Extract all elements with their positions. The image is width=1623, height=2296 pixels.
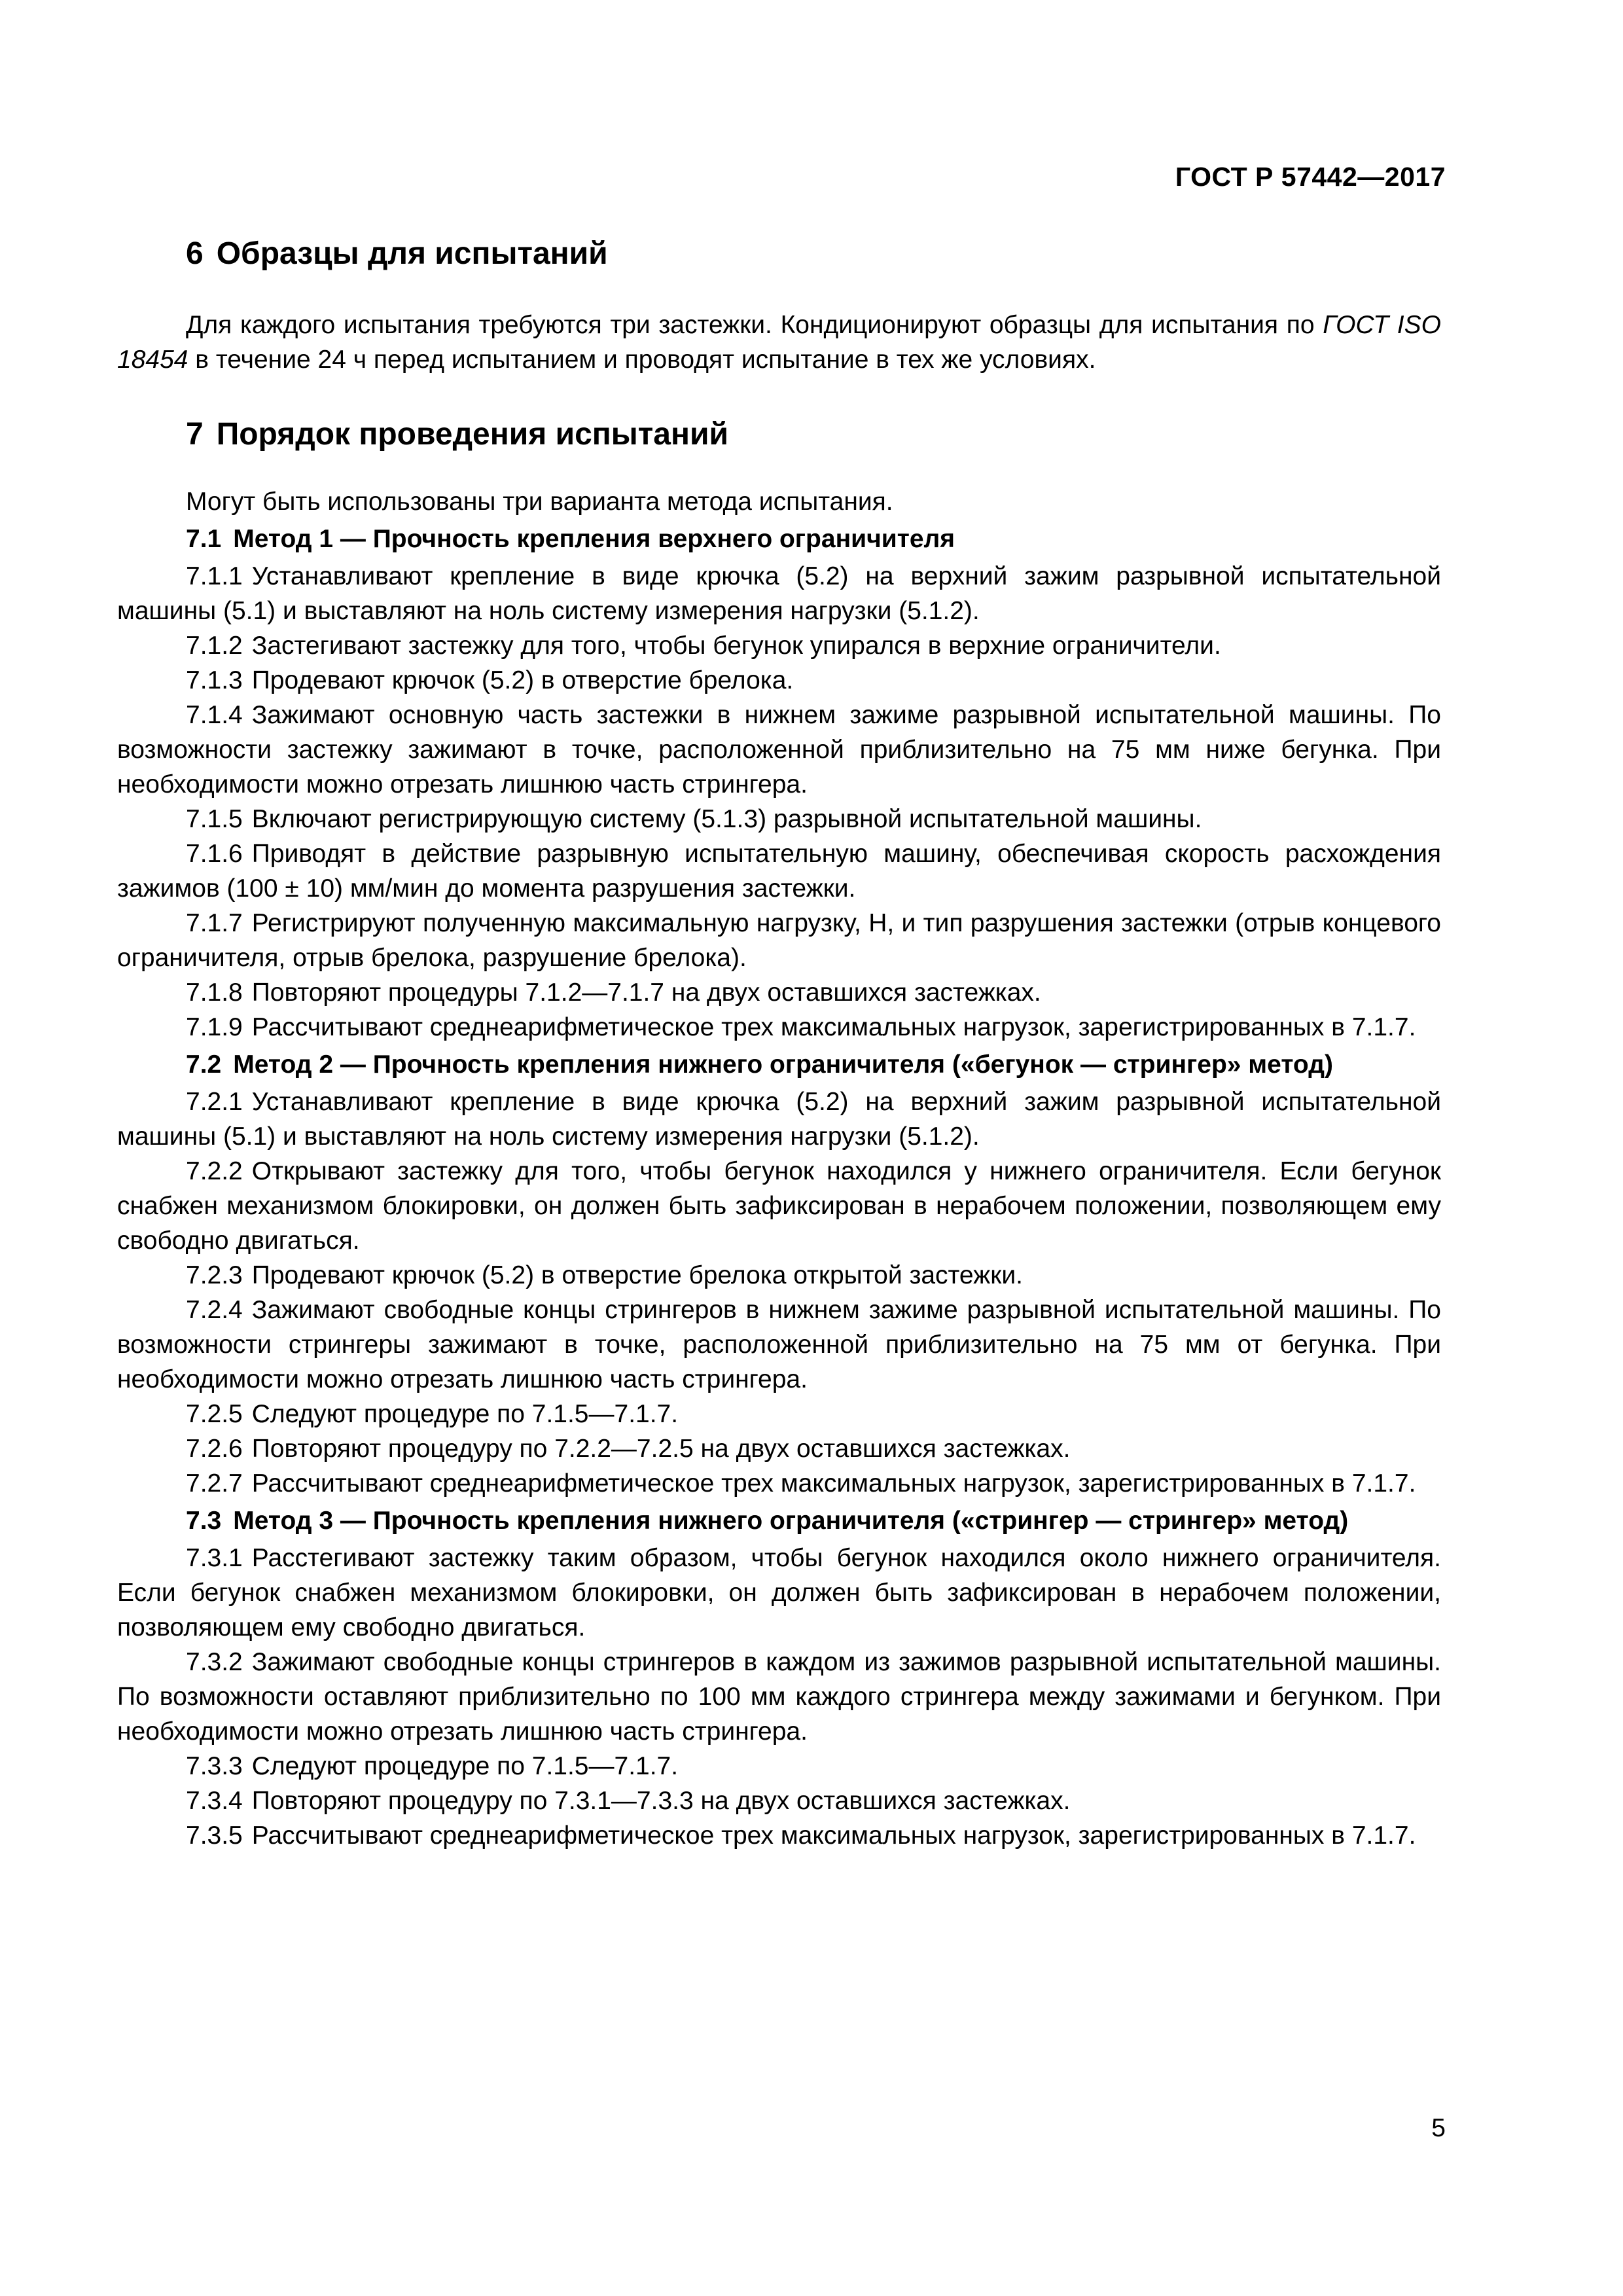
step-text: Рассчитывают среднеарифметическое трех максимальных нагрузок, зарегистрированных в 7.1.7.: [251, 1469, 1416, 1498]
step-number: 7.2.7: [186, 1469, 243, 1498]
step-text: Приводят в действие разрывную испытательную машину, обеспечивая скорость расхождения зажимов (100 ± 10) мм/мин до момента разрушения застежки.: [117, 840, 1441, 903]
step-paragraph: [117, 663, 1441, 698]
step-paragraph: [117, 1258, 1441, 1293]
section-title: Порядок проведения испытаний: [216, 417, 728, 452]
step-text: Повторяют процедуру по 7.2.2—7.2.5 на двух оставшихся застежках.: [251, 1435, 1071, 1463]
step-text: Зажимают основную часть застежки в нижнем зажиме разрывной испытательной машины. По возможности застежку зажимают в точке, расположенной приблизительно на 75 мм ниже бегунка. При необходимости можно отрезать лишнюю часть стрингера.: [117, 701, 1441, 798]
step-text: Следуют процедуре по 7.1.5—7.1.7.: [251, 1400, 679, 1428]
step-paragraph: [117, 1749, 1441, 1784]
step-paragraph: [117, 1466, 1441, 1501]
step-number: 7.1.1: [186, 562, 243, 590]
step-number: 7.2.1: [186, 1088, 243, 1116]
section-7-heading: [117, 415, 1441, 454]
step-text: Открывают застежку для того, чтобы бегунок находился у нижнего ограничителя. Если бегунок снабжен механизмом блокировки, он должен быть зафиксирован в нерабочем положении, позволяющем ему свободно двигаться.: [117, 1157, 1441, 1255]
step-paragraph: [117, 1431, 1441, 1466]
step-number: 7.3.2: [186, 1648, 243, 1676]
step-text: Рассчитывают среднеарифметическое трех максимальных нагрузок, зарегистрированных в 7.1.7.: [251, 1013, 1416, 1041]
step-text: Следуют процедуре по 7.1.5—7.1.7.: [251, 1752, 679, 1780]
section-6-paragraph: [117, 308, 1441, 377]
step-paragraph: [117, 1010, 1441, 1045]
step-paragraph: [117, 628, 1441, 663]
step-number: 7.3.1: [186, 1544, 243, 1572]
section-6-heading: [117, 234, 1441, 274]
step-paragraph: [117, 1645, 1441, 1749]
paragraph-text: Для каждого испытания требуются три застежки. Кондиционируют образцы для испытания по: [186, 311, 1315, 339]
method-1-heading: [117, 522, 1441, 556]
subsection-number: 7.3: [186, 1507, 222, 1535]
method-3-heading: [117, 1503, 1441, 1538]
step-paragraph: [117, 698, 1441, 802]
step-number: 7.2.2: [186, 1157, 243, 1185]
subsection-title: Метод 3 — Прочность крепления нижнего ограничителя («стрингер — стрингер» метод): [233, 1507, 1349, 1535]
section-7-intro: Могут быть использованы три варианта метода испытания.: [186, 488, 893, 516]
step-number: 7.1.2: [186, 632, 243, 660]
step-paragraph: [117, 1293, 1441, 1397]
step-number: 7.2.5: [186, 1400, 243, 1428]
paragraph-text: в течение 24 ч перед испытанием и проводят испытание в тех же условиях.: [195, 346, 1096, 374]
step-text: Включают регистрирующую систему (5.1.3) разрывной испытательной машины.: [251, 805, 1202, 833]
step-paragraph: [117, 906, 1441, 975]
step-text: Повторяют процедуры 7.1.2—7.1.7 на двух оставшихся застежках.: [251, 978, 1041, 1007]
step-number: 7.3.5: [186, 1821, 243, 1850]
page-number: 5: [1431, 2114, 1446, 2142]
step-number: 7.2.4: [186, 1296, 243, 1324]
step-text: Повторяют процедуру по 7.3.1—7.3.3 на двух оставшихся застежках.: [251, 1787, 1071, 1815]
step-number: 7.3.3: [186, 1752, 243, 1780]
subsection-title: Метод 2 — Прочность крепления нижнего ограничителя («бегунок — стрингер» метод): [233, 1050, 1333, 1079]
step-number: 7.2.3: [186, 1261, 243, 1289]
method-2-steps: [117, 1085, 1441, 1501]
step-paragraph: [117, 559, 1441, 628]
step-number: 7.1.9: [186, 1013, 243, 1041]
step-paragraph: [117, 1397, 1441, 1431]
step-number: 7.1.3: [186, 666, 243, 694]
document-body: [117, 229, 1441, 1853]
step-text: Регистрируют полученную максимальную нагрузку, Н, и тип разрушения застежки (отрыв концевого ограничителя, отрыв брелока, разрушение брелока).: [117, 909, 1441, 972]
step-paragraph: [117, 1784, 1441, 1818]
step-paragraph: [117, 975, 1441, 1010]
step-paragraph: [117, 1154, 1441, 1258]
step-number: 7.3.4: [186, 1787, 243, 1815]
step-number: 7.1.7: [186, 909, 243, 937]
step-text: Расстегивают застежку таким образом, чтобы бегунок находился около нижнего ограничителя. Если бегунок снабжен механизмом блокировки, он должен быть зафиксирован в нерабочем положении, позволяющем ему свободно двигаться.: [117, 1544, 1441, 1641]
section-number: 7: [186, 417, 204, 452]
step-paragraph: [117, 836, 1441, 906]
step-text: Рассчитывают среднеарифметическое трех максимальных нагрузок, зарегистрированных в 7.1.7.: [251, 1821, 1416, 1850]
method-3-steps: [117, 1541, 1441, 1853]
step-text: Устанавливают крепление в виде крючка (5.2) на верхний зажим разрывной испытательной машины (5.1) и выставляют на ноль систему измерения нагрузки (5.1.2).: [117, 1088, 1441, 1151]
step-paragraph: [117, 1541, 1441, 1645]
subsection-number: 7.1: [186, 525, 222, 553]
step-text: Застегивают застежку для того, чтобы бегунок упирался в верхние ограничители.: [251, 632, 1221, 660]
section-title: Образцы для испытаний: [216, 236, 608, 271]
step-text: Зажимают свободные концы стрингеров в каждом из зажимов разрывной испытательной машины. По возможности оставляют приблизительно по 100 мм каждого стрингера между зажимами и бегунком. При необходимости можно отрезать лишнюю часть стрингера.: [117, 1648, 1441, 1746]
step-number: 7.1.6: [186, 840, 243, 868]
document-code: ГОСТ Р 57442—2017: [1175, 162, 1446, 192]
step-number: 7.1.5: [186, 805, 243, 833]
step-number: 7.1.4: [186, 701, 243, 729]
step-text: Продевают крючок (5.2) в отверстие брелока открытой застежки.: [251, 1261, 1023, 1289]
method-2-heading: [117, 1047, 1441, 1082]
step-paragraph: [117, 1085, 1441, 1154]
step-text: Зажимают свободные концы стрингеров в нижнем зажиме разрывной испытательной машины. По возможности стрингеры зажимают в точке, расположенной приблизительно на 75 мм от бегунка. При необходимости можно отрезать лишнюю часть стрингера.: [117, 1296, 1441, 1393]
step-number: 7.1.8: [186, 978, 243, 1007]
subsection-title: Метод 1 — Прочность крепления верхнего ограничителя: [233, 525, 955, 553]
step-text: Продевают крючок (5.2) в отверстие брелока.: [251, 666, 794, 694]
step-paragraph: [117, 802, 1441, 836]
standard-reference: ГОСТ ISO 18454: [117, 311, 1441, 374]
step-number: 7.2.6: [186, 1435, 243, 1463]
step-paragraph: [117, 1818, 1441, 1853]
section-number: 6: [186, 236, 204, 271]
subsection-number: 7.2: [186, 1050, 222, 1079]
step-text: Устанавливают крепление в виде крючка (5.2) на верхний зажим разрывной испытательной машины (5.1) и выставляют на ноль систему измерения нагрузки (5.1.2).: [117, 562, 1441, 625]
method-1-steps: [117, 559, 1441, 1045]
